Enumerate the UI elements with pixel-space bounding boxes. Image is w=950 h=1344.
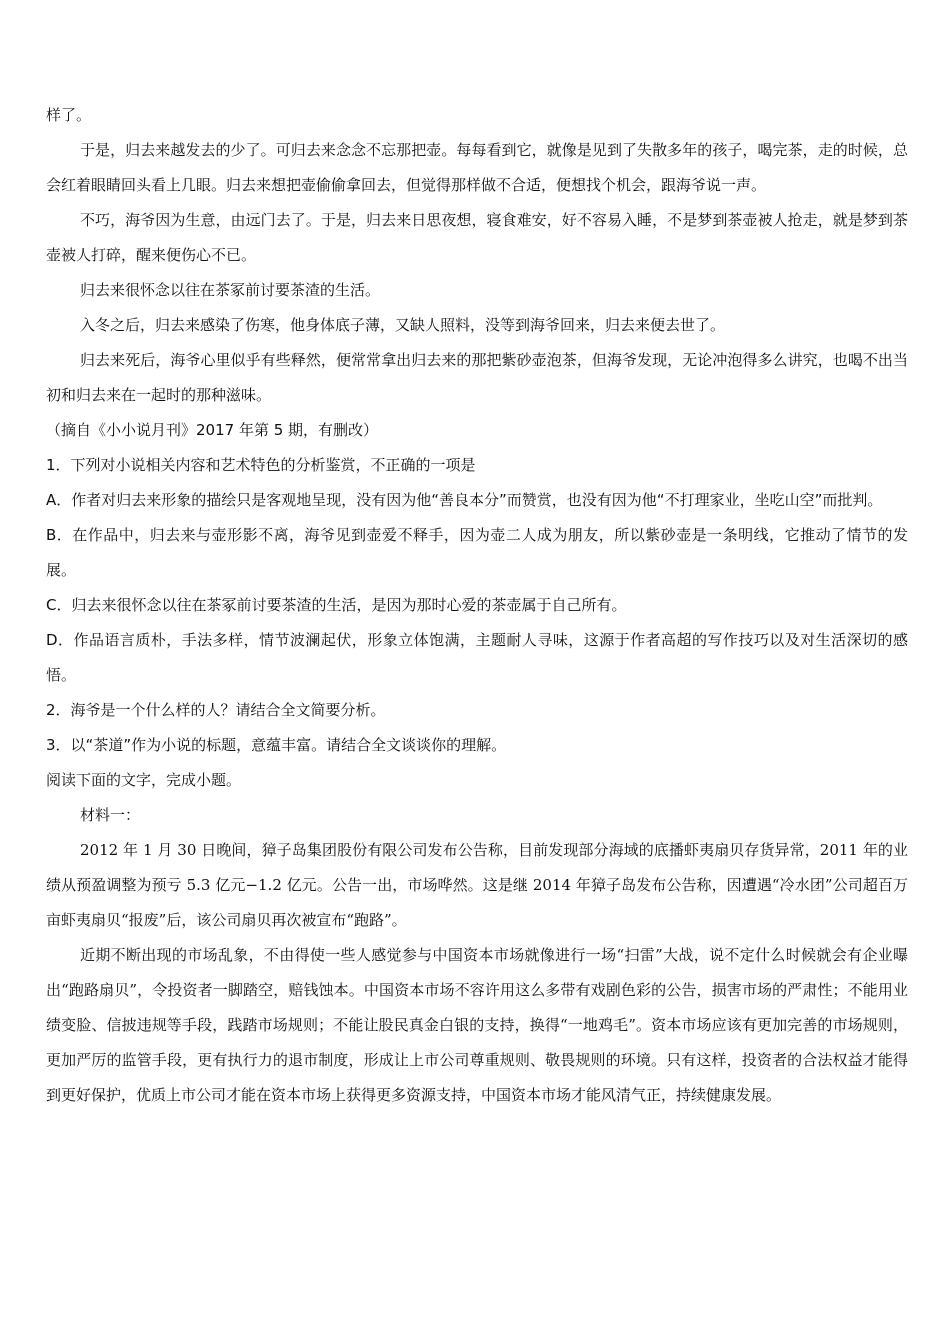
question-1-option-b: B．在作品中，归去来与壶形影不离，海爷见到壶爱不释手，因为壶二人成为朋友，所以紫砂壶是一条明线，它推动了情节的发展。 bbox=[46, 526, 908, 579]
material-paragraph-2: 近期不断出现的市场乱象，不由得使一些人感觉参与中国资本市场就像进行一场“扫雷”大战，说不定什么时候就会有企业曝出“跑路扇贝”，令投资者一脚踏空，赔钱蚀本。中国资本市场不容许用这么多带有戏剧色彩的公告，损害市场的严肃性；不能用业绩变脸、信披违规等手段，践踏市场规则；不能让股民真金白银的支持，换得“一地鸡毛”。资本市场应该有更加完善的市场规则，更加严厉的监管手段，更有执行力的退市制度，形成让上市公司尊重规则、敬畏规则的环境。只有这样，投资者的合法权益才能得到更好保护，优质上市公司才能在资本市场上获得更多资源支持，中国资本市场才能风清气正，持续健康发展。 bbox=[46, 946, 908, 1104]
story-paragraph-1: 样了。 bbox=[46, 106, 92, 124]
story-paragraph-6: 归去来死后，海爷心里似乎有些释然，便常常拿出归去来的那把紫砂壶泡茶，但海爷发现，无论冲泡得多么讲究，也喝不出当初和归去来在一起时的那种滋味。 bbox=[46, 351, 908, 404]
question-3: 3．以“茶道”作为小说的标题，意蕴丰富。请结合全文谈谈你的理解。 bbox=[46, 736, 507, 754]
question-2: 2．海爷是一个什么样的人？请结合全文简要分析。 bbox=[46, 701, 386, 719]
question-1-option-c: C．归去来很怀念以往在茶冢前讨要茶渣的生活，是因为那时心爱的茶壶属于自己所有。 bbox=[46, 596, 627, 614]
material-label: 材料一： bbox=[80, 806, 141, 824]
question-1-option-a: A．作者对归去来形象的描绘只是客观地呈现，没有因为他“善良本分”而赞赏，也没有因为他“不打理家业，坐吃山空”而批判。 bbox=[46, 491, 883, 509]
story-paragraph-2: 于是，归去来越发去的少了。可归去来念念不忘那把壶。每每看到它，就像是见到了失散多年的孩子，喝完茶，走的时候，总会红着眼睛回头看上几眼。归去来想把壶偷偷拿回去，但觉得那样做不合适，便想找个机会，跟海爷说一声。 bbox=[46, 141, 908, 194]
reading-intro: 阅读下面的文字，完成小题。 bbox=[46, 771, 242, 789]
document-page bbox=[46, 98, 908, 1113]
question-1-stem: 1．下列对小说相关内容和艺术特色的分析鉴赏，不正确的一项是 bbox=[46, 456, 476, 474]
source-note: （摘自《小小说月刊》2017 年第 5 期，有删改） bbox=[46, 421, 379, 439]
story-paragraph-3: 不巧，海爷因为生意，由远门去了。于是，归去来日思夜想，寝食难安，好不容易入睡，不是梦到茶壶被人抢走，就是梦到茶壶被人打碎，醒来便伤心不已。 bbox=[46, 211, 908, 264]
story-paragraph-4: 归去来很怀念以往在茶冢前讨要茶渣的生活。 bbox=[80, 281, 381, 299]
story-paragraph-5: 入冬之后，归去来感染了伤寒，他身体底子薄，又缺人照料，没等到海爷回来，归去来便去世了。 bbox=[80, 316, 726, 334]
material-paragraph-1: 2012 年 1 月 30 日晚间，獐子岛集团股份有限公司发布公告称，目前发现部分海域的底播虾夷扇贝存货异常，2011 年的业绩从预盈调整为预亏 5.3 亿元−1.2 亿元。公告一出，市场哗然。这是继 2014 年獐子岛发布公告称，因遭遇“冷水团”公司超百万亩虾夷扇贝“报废”后，该公司扇贝再次被宣布“跑路”。 bbox=[46, 841, 908, 929]
question-1-option-d: D．作品语言质朴，手法多样，情节波澜起伏，形象立体饱满，主题耐人寻味，这源于作者高超的写作技巧以及对生活深切的感悟。 bbox=[46, 631, 908, 684]
